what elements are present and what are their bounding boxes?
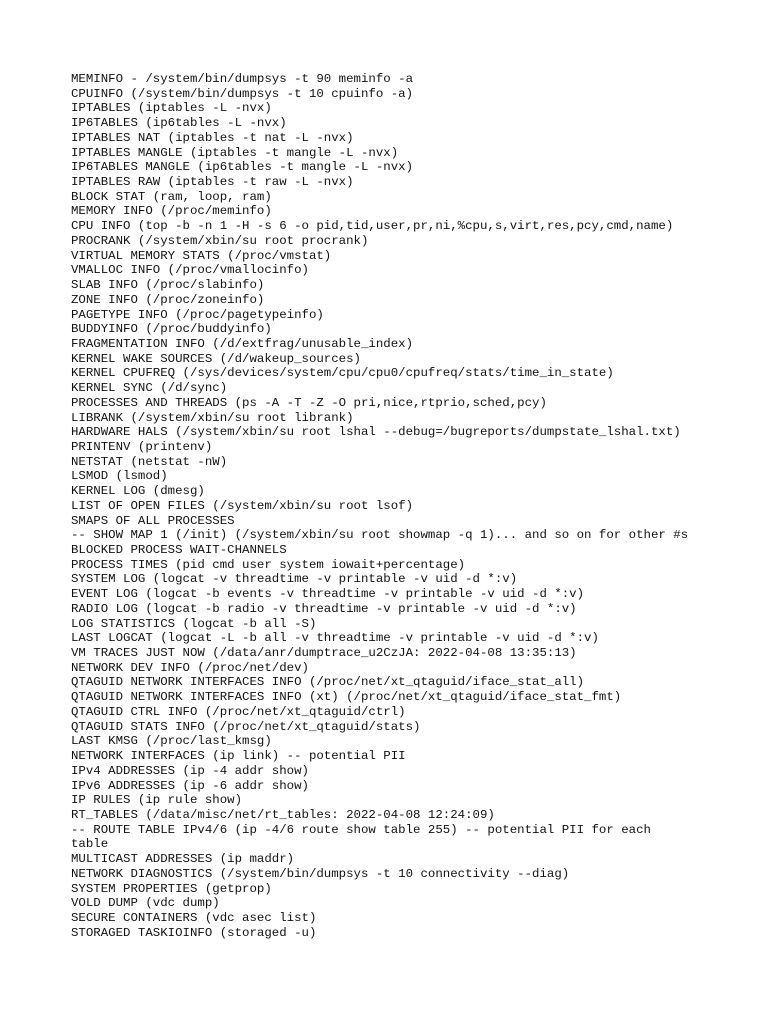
section-line: NETSTAT (netstat -nW) (71, 454, 228, 469)
section-line: BUDDYINFO (/proc/buddyinfo) (71, 322, 272, 337)
section-line: HARDWARE HALS (/system/xbin/su root lshal --debug=/bugreports/dumpstate_lshal.txt) (71, 425, 681, 440)
section-line: LAST LOGCAT (logcat -L -b all -v threadtime -v printable -v uid -d *:v) (71, 631, 599, 646)
section-line: ZONE INFO (/proc/zoneinfo) (71, 292, 265, 307)
section-line: KERNEL LOG (dmesg) (71, 484, 205, 499)
section-line: BLOCKED PROCESS WAIT-CHANNELS (71, 543, 287, 557)
section-line: PROCRANK (/system/xbin/su root procrank) (71, 233, 369, 248)
section-line: PROCESSES AND THREADS (ps -A -T -Z -O pri,nice,rtprio,sched,pcy) (71, 395, 547, 410)
section-line: LIBRANK (/system/xbin/su root librank) (71, 410, 354, 425)
section-line: VMALLOC INFO (/proc/vmallocinfo) (71, 263, 309, 278)
section-line: table (71, 837, 109, 852)
section-line: VM TRACES JUST NOW (/data/anr/dumptrace_u2CzJA: 2022-04-08 13:35:13) (71, 646, 577, 661)
section-line: VOLD DUMP (vdc dump) (71, 896, 220, 911)
section-line: IP6TABLES (ip6tables -L -nvx) (71, 116, 287, 131)
section-line: LIST OF OPEN FILES (/system/xbin/su root lsof) (71, 498, 414, 513)
section-line: EVENT LOG (logcat -b events -v threadtime -v printable -v uid -d *:v) (71, 587, 585, 602)
section-line: RT_TABLES (/data/misc/net/rt_tables: 2022-04-08 12:24:09) (71, 807, 495, 822)
section-line: IPv6 ADDRESSES (ip -6 addr show) (71, 778, 309, 793)
section-line: IP RULES (ip rule show) (71, 793, 243, 808)
section-line: QTAGUID NETWORK INTERFACES INFO (/proc/net/xt_qtaguid/iface_stat_all) (71, 675, 585, 690)
section-line: SMAPS OF ALL PROCESSES (71, 513, 235, 528)
section-line: SLAB INFO (/proc/slabinfo) (71, 278, 265, 293)
section-line: CPU INFO (top -b -n 1 -H -s 6 -o pid,tid,user,pr,ni,%cpu,s,virt,res,pcy,cmd,name) (71, 219, 674, 234)
section-line: QTAGUID CTRL INFO (/proc/net/xt_qtaguid/ctrl) (71, 704, 406, 719)
section-line: IPTABLES RAW (iptables -t raw -L -nvx) (71, 175, 354, 190)
section-line: PAGETYPE INFO (/proc/pagetypeinfo) (71, 307, 324, 322)
section-line: BLOCK STAT (ram, loop, ram) (71, 189, 272, 204)
dumpstate-section-list (71, 72, 711, 940)
section-line: MULTICAST ADDRESSES (ip maddr) (71, 852, 295, 867)
section-line: PROCESS TIMES (pid cmd user system iowait+percentage) (71, 557, 466, 572)
section-line: KERNEL WAKE SOURCES (/d/wakeup_sources) (71, 351, 361, 366)
section-line: PRINTENV (printenv) (71, 439, 213, 454)
section-line: STORAGED TASKIOINFO (storaged -u) (71, 925, 317, 940)
section-line: FRAGMENTATION INFO (/d/extfrag/unusable_index) (71, 336, 414, 351)
section-line: LOG STATISTICS (logcat -b all -S) (71, 616, 317, 631)
section-line: CPUINFO (/system/bin/dumpsys -t 10 cpuinfo -a) (71, 86, 414, 101)
section-line: NETWORK INTERFACES (ip link) -- potential PII (71, 749, 406, 764)
section-line: NETWORK DIAGNOSTICS (/system/bin/dumpsys -t 10 connectivity --diag) (71, 866, 570, 881)
section-line: NETWORK DEV INFO (/proc/net/dev) (71, 660, 309, 675)
section-line: SECURE CONTAINERS (vdc asec list) (71, 910, 317, 925)
section-line: IP6TABLES MANGLE (ip6tables -t mangle -L -nvx) (71, 160, 414, 175)
section-line: IPTABLES (iptables -L -nvx) (71, 101, 272, 116)
section-line: MEMORY INFO (/proc/meminfo) (71, 204, 272, 219)
section-line: LSMOD (lsmod) (71, 469, 168, 484)
section-line: RADIO LOG (logcat -b radio -v threadtime -v printable -v uid -d *:v) (71, 601, 577, 616)
section-line: SYSTEM LOG (logcat -v threadtime -v printable -v uid -d *:v) (71, 572, 518, 587)
section-line: IPTABLES NAT (iptables -t nat -L -nvx) (71, 130, 354, 145)
section-line: VIRTUAL MEMORY STATS (/proc/vmstat) (71, 248, 332, 263)
section-line: QTAGUID STATS INFO (/proc/net/xt_qtaguid/stats) (71, 719, 421, 734)
section-line: -- SHOW MAP 1 (/init) (/system/xbin/su root showmap -q 1)... and so on for other #s (71, 528, 689, 543)
section-line: KERNEL SYNC (/d/sync) (71, 381, 228, 396)
section-line: KERNEL CPUFREQ (/sys/devices/system/cpu/cpu0/cpufreq/stats/time_in_state) (71, 366, 614, 381)
section-line: -- ROUTE TABLE IPv4/6 (ip -4/6 route show table 255) -- potential PII for each (71, 822, 651, 837)
section-line: QTAGUID NETWORK INTERFACES INFO (xt) (/proc/net/xt_qtaguid/iface_stat_fmt) (71, 690, 622, 705)
section-line: IPv4 ADDRESSES (ip -4 addr show) (71, 763, 309, 778)
section-line: LAST KMSG (/proc/last_kmsg) (71, 734, 272, 749)
section-line: MEMINFO - /system/bin/dumpsys -t 90 meminfo -a (71, 72, 414, 86)
section-line: SYSTEM PROPERTIES (getprop) (71, 881, 272, 896)
section-line: IPTABLES MANGLE (iptables -t mangle -L -nvx) (71, 145, 399, 160)
